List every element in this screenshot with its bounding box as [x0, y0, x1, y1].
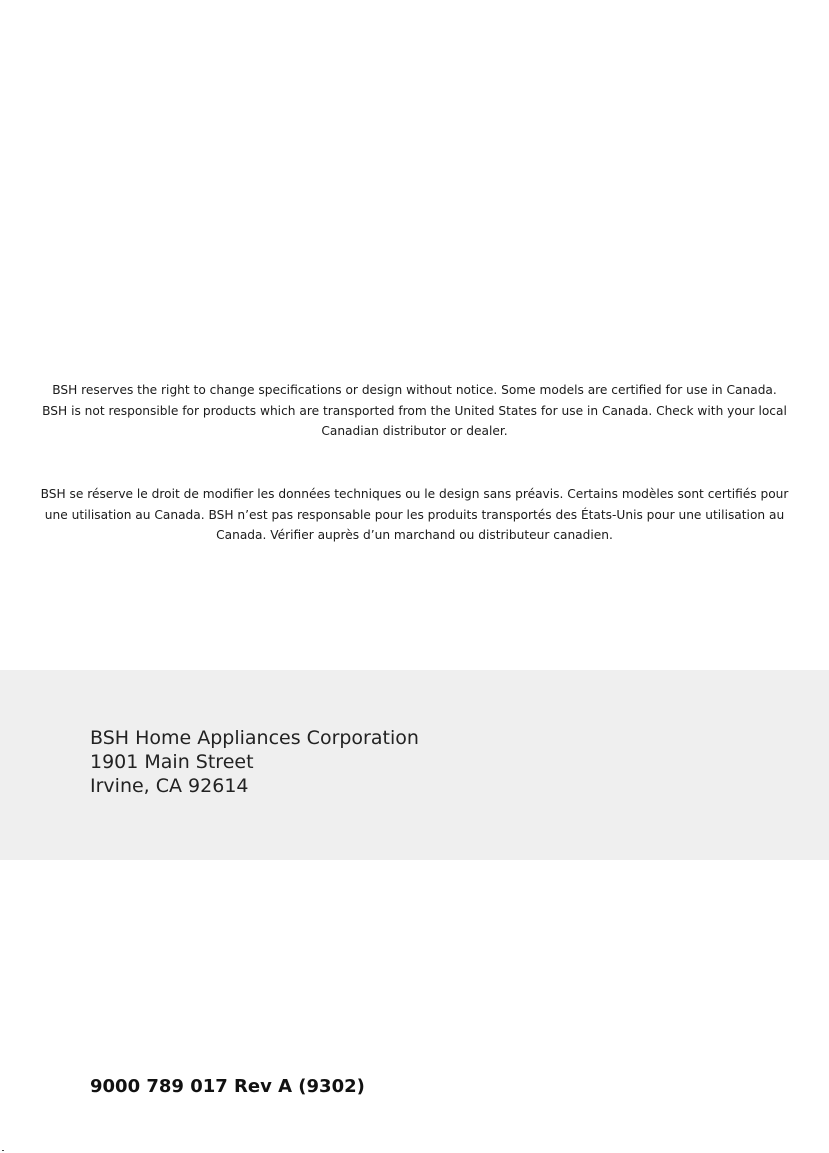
company-name: BSH Home Appliances Corporation [90, 727, 419, 749]
notice-french: BSH se réserve le droit de modifier les données techniques ou le design sans préavis. Certains modèles sont certifiés pour une utilisation au Canada. BSH n’est pas responsable pour les produits transportés des États-Unis pour une utilisation au Canada. Vérifier auprès d’un marchand ou distributeur canadien. [40, 487, 789, 542]
address-band [0, 670, 829, 860]
company-address [90, 726, 419, 798]
document-number: 9000 789 017 Rev A (9302) [90, 1076, 365, 1097]
street-address: 1901 Main Street [90, 751, 254, 773]
print-mark [2, 1150, 4, 1151]
notice-english: BSH reserves the right to change specifications or design without notice. Some models are certified for use in Canada. BSH is not responsible for products which are transported from the United States for use in Canada. Check with your local Canadian distributor or dealer. [42, 383, 787, 438]
city-state-zip: Irvine, CA 92614 [90, 775, 249, 797]
